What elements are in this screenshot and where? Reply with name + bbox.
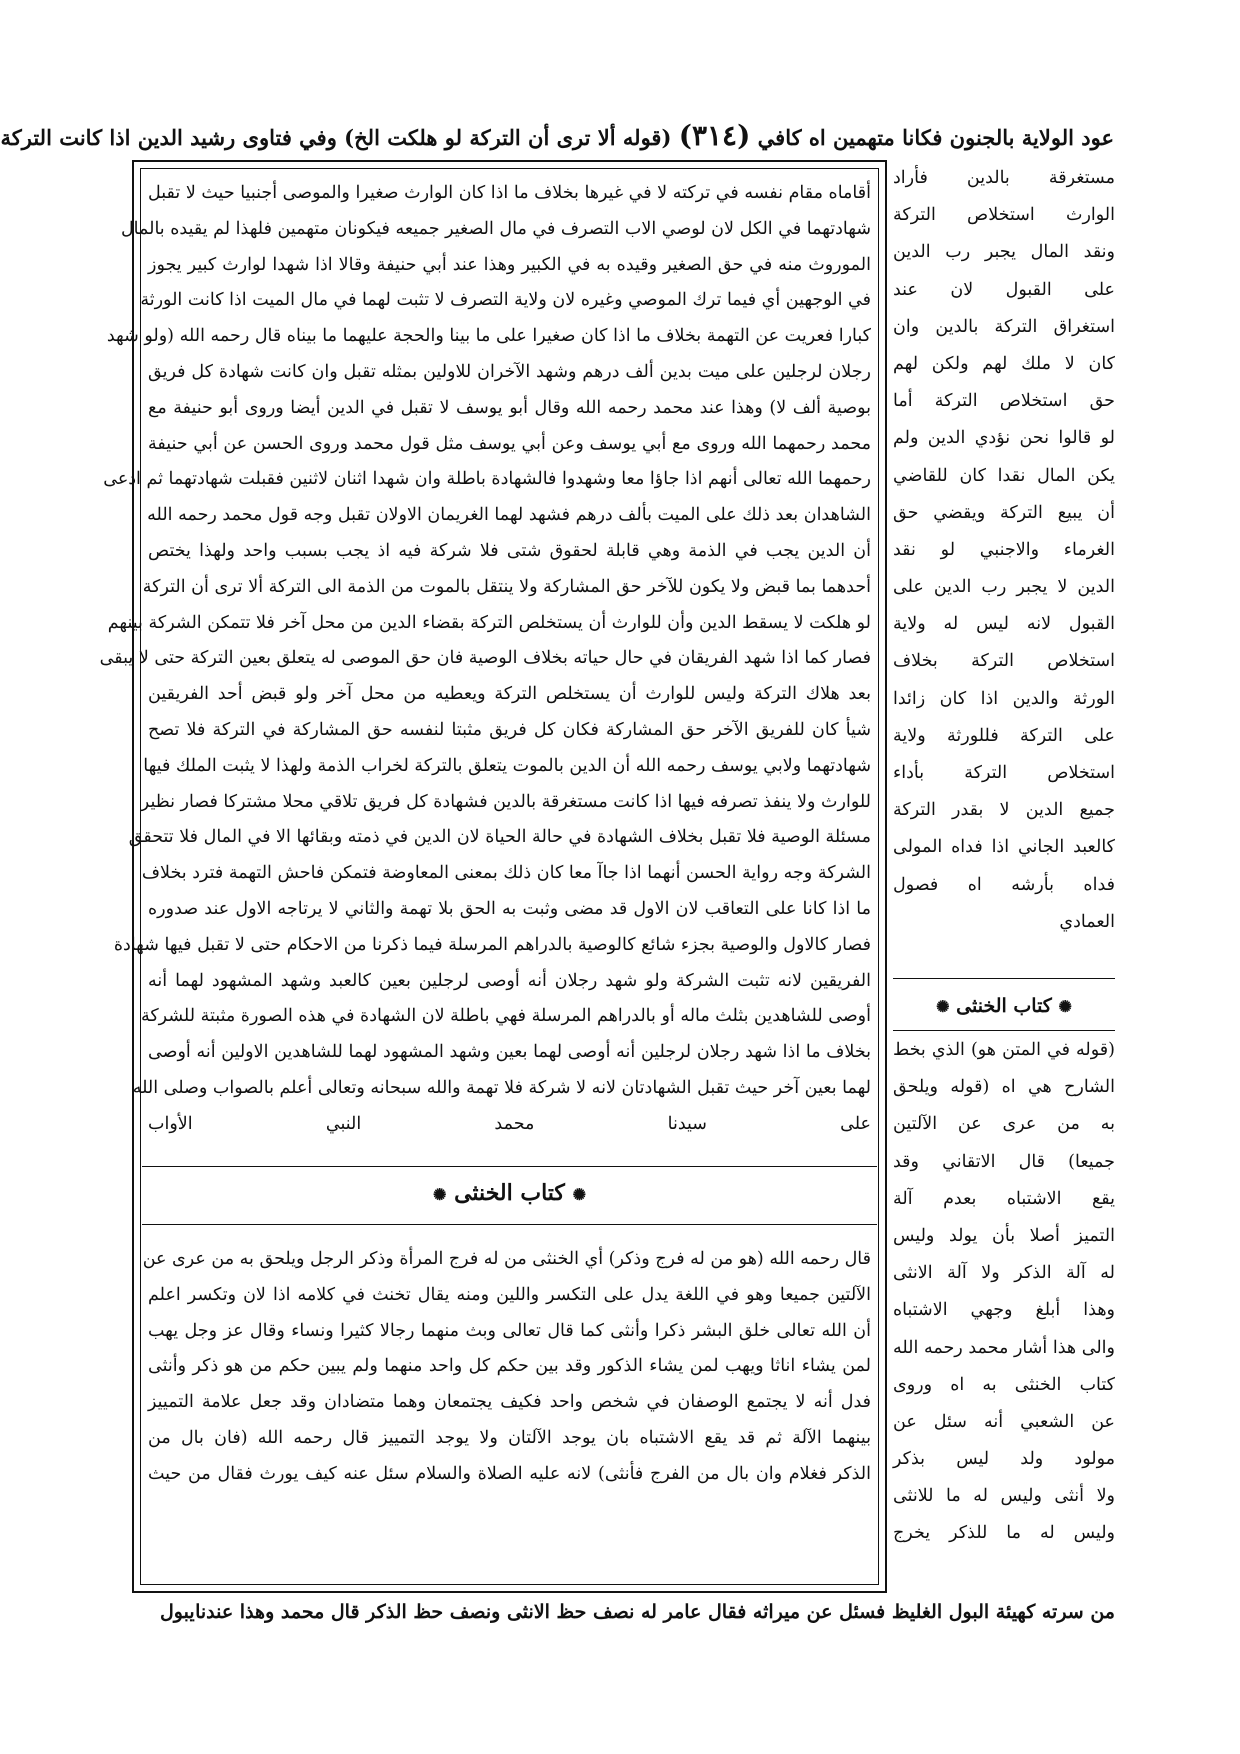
side-text-line: مولود ولد ليس بذكر (893, 1449, 1115, 1470)
main-text-line: شهادتهما ولابي يوسف رحمه الله أن الدين بالموت يتعلق بالتركة لخراب الذمة ولهذا لا يثبت الملك فيها (143, 755, 871, 776)
side-text-line: لو قالوا نحن نؤدي الدين ولم (893, 428, 1115, 449)
header-left-text: (قوله ألا ترى أن التركة لو هلكت الخ) وفي فتاوى رشيد الدين اذا كانت التركة (0, 125, 672, 150)
side-ornament-right-icon: ✺ (936, 997, 950, 1016)
main-text-line: الذكر فغلام وان بال من الفرج فأنثى) لانه عليه الصلاة والسلام سئل عنه كيف يورث فقال من حيث (148, 1463, 871, 1484)
side-text-line: كان لا ملك لهم ولكن لهم (893, 353, 1115, 374)
main-text-line: محمد رحمهما الله وروى مع أبي يوسف وعن أبي يوسف مثل قول محمد وروى الحسن عن أبي حنيفة (148, 433, 871, 454)
main-text-line: مسئلة الوصية فلا تقبل بخلاف الشهادة في حالة الحياة لان الدين في ذمته وبقائها الا في المال فلا تتحقق (128, 827, 871, 848)
side-text-line: ولا أنثى وليس له ما للانثى (893, 1486, 1115, 1507)
page-footer (150, 1594, 1115, 1630)
main-text-line: الشركة وجه رواية الحسن أنهما اذا جاآ معا كان ذلك بمعنى المعاوضة فتمكن فاحش التهمة فترد بخلاف (141, 863, 871, 884)
main-text-line: رجلان لرجلين على ميت بدين ألف درهم وشهد الآخران للاولين بمثله تقبل وان كانت شهادة كل فريق (148, 361, 871, 382)
side-text-line: كتاب الخنثى به اه وروى (893, 1374, 1115, 1395)
side-text-line: وليس له ما للذكر يخرج (893, 1523, 1115, 1544)
side-text-line: جميع الدين لا بقدر التركة (893, 800, 1115, 821)
main-text-line: أن الدين يجب في الذمة وهي قابلة لحقوق شتى فلا شركة فيه اذ يجب بسبب واحد ولهذا يختص (148, 540, 871, 561)
ornament-right-icon: ✺ (433, 1185, 447, 1204)
main-text-line: لمن يشاء اناثا ويهب لمن يشاء الذكور وقد بين حكم كل واحد منهما ولم يبين حكم من هو ذكر وأنثى (148, 1356, 871, 1377)
main-text-line: أن الله تعالى خلق البشر ذكرا وأنثى كما قال تعالى وبث منهما رجالا كثيرا ونساء وقال عز وجل يهب (148, 1320, 871, 1341)
marginal-commentary (893, 160, 1115, 1593)
side-text-line: التميز أصلا بأن يولد وليس (893, 1225, 1115, 1246)
main-text-box (99, 160, 887, 1593)
main-text-line: شيأ كان للفريق الآخر حق المشاركة فكان كل فريق مثبتا لنفسه حق المشاركة في التركة فلا تصح (148, 719, 871, 740)
main-text-line: أوصى للشاهدين بثلث ماله أو بالدراهم المرسلة فهي باطلة لان الشهادة في هذه الصورة مثبتة للشركة (140, 1006, 871, 1027)
ornament-left-icon: ✺ (572, 1185, 586, 1204)
side-text-line: استخلاص التركة بخلاف (893, 651, 1115, 672)
side-text-line: عن الشعبي أنه سئل عن (893, 1411, 1115, 1432)
side-text-line: أن يبيع التركة ويقضي حق (893, 502, 1115, 523)
side-text-line: استخلاص التركة بأداء (893, 763, 1115, 783)
side-text-line: الشارح هي اه (قوله ويلحق (893, 1077, 1115, 1098)
side-text-line: على القبول لان عند (893, 279, 1115, 300)
page-number: (٣١٤) (678, 119, 751, 152)
page-header (0, 116, 1114, 156)
side-ornament-left-icon: ✺ (1058, 997, 1072, 1016)
main-text-line: فدل أنه لا يجتمع الوصفان في شخص واحد فكيف يجتمعان وهما متضادان وقد جعل علامة التمييز (148, 1392, 871, 1413)
side-text-line: الوارث استخلاص التركة (893, 205, 1115, 226)
side-text-bottom (893, 1032, 1115, 1553)
main-text-line: الفريقين لانه تثبت الشركة ولو شهد رجلان أنه أوصى لرجلين بعين كالعبد وشهد المشهود لهما أنه (148, 970, 871, 991)
main-text-top (99, 176, 871, 1143)
main-text-line: بعد هلاك التركة وليس للوارث أن يستخلص التركة ويعطيه من محل آخر ولو قبض أحد الفريقين (148, 684, 871, 705)
main-separator-top (142, 1166, 877, 1167)
main-text-line: الآلتين جميعا وهو في اللغة يدل على التكسر واللين ومنه يقال تخنث في كلامه اذا لان وتكسر اعلم (148, 1284, 871, 1305)
catchword: يبول (160, 1601, 195, 1623)
side-text-line: الدين لا يجبر رب الدين على (893, 577, 1115, 598)
main-text-line: شهادتهما في الكل لان لوصي الاب التصرف في مال الصغير جميعه فيكونان متهمين فلهذا لم يقيده بالمال (120, 218, 871, 239)
side-text-line: الورثة والدين اذا كان زائدا (893, 688, 1115, 709)
side-chapter-title: ✺ كتاب الخنثى ✺ (936, 995, 1072, 1017)
side-separator-bottom (893, 1030, 1115, 1031)
footer-text: من سرته كهيئة البول الغليظ فسئل عن ميراثه فقال عامر له نصف حظ الانثى ونصف حظ الذكر قال محمد وهذا عندنا (195, 1601, 1115, 1623)
main-text-line: الموروث منه في حق الصغير وقيده به في الكبير وهذا عند أبي حنيفة وقالا اذا شهدا لوارث كبير يجوز (148, 254, 871, 275)
main-text-line: كبارا فعريت عن التهمة بخلاف ما اذا كان صغيرا على ما بينا والحجة عليهما ما بيناه قال رحمه الله (ولو شهد (106, 326, 871, 347)
main-text-line: لهما بعين آخر حيث تقبل الشهادتان لانه لا شركة فلا تهمة والله سبحانه وتعالى أعلم بالصواب وصلى الله (132, 1077, 871, 1098)
side-text-line: (قوله في المتن هو) الذي بخط (893, 1040, 1115, 1060)
main-text-line: قال رحمه الله (هو من له فرج وذكر) أي الخنثى من له فرج المرأة وذكر الرجل ويلحق به من عرى عن (142, 1249, 871, 1269)
side-text-line: استغراق التركة بالدين وان (893, 316, 1115, 337)
side-text-line: حق استخلاص التركة أما (893, 391, 1115, 412)
main-text-line: بينهما الآلة ثم قد يقع الاشتباه بان يوجد الآلتان ولا يوجد التمييز قال رحمه الله (فان بال من (148, 1427, 871, 1448)
main-text-line: على سيدنا محمد النبي الأواب (148, 1113, 871, 1134)
header-right-text: عود الولاية بالجنون فكانا متهمين اه كافي (757, 125, 1114, 150)
main-text-line: في الوجهين أي فيما ترك الموصي وغيره لان ولاية التصرف لا تثبت لهما في مال الميت اذا كانت الورثة (140, 290, 871, 311)
main-chapter-title: ✺ كتاب الخنثى ✺ (433, 1180, 586, 1206)
side-text-line: الغرماء والاجنبي لو نقد (893, 539, 1115, 560)
side-text-line: كالعبد الجاني اذا فداه المولى (893, 837, 1115, 858)
side-text-line: به من عرى عن الآلتين (893, 1114, 1115, 1135)
side-text-line: والى هذا أشار محمد رحمه الله (893, 1337, 1115, 1358)
main-text-line: لو هلكت لا يسقط الدين وأن للوارث أن يستخلص التركة بقضاء الدين من محل آخر فلا تتمكن الشركة بينهم (107, 612, 871, 633)
main-text-line: أقاماه مقام نفسه في تركته لا في غيرها بخلاف ما اذا كان الوارث صغيرا والموصى أجنبيا حيث لا تقبل (148, 183, 871, 203)
side-separator-top (893, 978, 1115, 979)
side-text-line: على التركة فللورثة ولاية (893, 725, 1115, 746)
main-text-line: رحمهما الله تعالى أنهم اذا جاؤا معا وشهدوا فالشهادة باطلة وان شهدا اثنان لاثنين فقبلت شهادتهما ثم ادعى (103, 469, 871, 490)
main-text-line: للوارث ولا ينفذ تصرفه فيها اذا كانت مستغرقة بالدين فشهادة كل فريق تلاقي محلا مشتركا فصار نظير (140, 791, 871, 812)
main-text-line: أحدهما بما قبض ولا يكون للآخر حق المشاركة ولا ينتقل بالموت من الذمة الى التركة ألا ترى أن التركة (142, 576, 871, 597)
side-text-line: يكن المال نقدا كان للقاضي (893, 465, 1115, 486)
side-text-line: جميعا) قال الاتقاني وقد (893, 1151, 1115, 1172)
side-text-line: مستغرقة بالدين فأراد (893, 168, 1115, 188)
main-text-line: بوصية ألف لا) وهذا عند محمد رحمه الله وقال أبو يوسف لا تقبل في الدين أيضا وروى أبو حنيفة مع (148, 397, 871, 418)
main-text-line: ما اذا كانا على التعاقب لان الاول قد مضى وثبت به الحق بلا تهمة والثاني لا يرتاجه الاول عند صدوره (148, 898, 871, 919)
side-text-top (893, 160, 1115, 941)
side-text-line: وهذا أبلغ وجهي الاشتباه (893, 1300, 1115, 1321)
side-text-line: له آلة الذكر ولا آلة الانثى (893, 1263, 1115, 1284)
main-text-line: فصار كالاول والوصية بجزء شائع كالوصية بالدراهم المرسلة فيما ذكرنا من الاحكام حتى لا تقبل فيها شهادة (113, 934, 871, 955)
side-text-line: يقع الاشتباه بعدم آلة (893, 1188, 1115, 1209)
main-text-bottom (142, 1242, 871, 1493)
main-text-line: فصار كما اذا شهد الفريقان في حال حياته بخلاف الوصية فان حق الموصى له يتعلق بعين التركة حتى لا يبقى (99, 648, 871, 669)
side-text-line: ونقد المال يجبر رب الدين (893, 242, 1115, 263)
side-text-line: فداه بأرشه اه فصول (893, 874, 1115, 895)
side-text-line: القبول لانه ليس له ولاية (893, 614, 1115, 635)
main-text-line: الشاهدان بعد ذلك على الميت بألف درهم فشهد لهما الغريمان الاولان تقبل وجه قول محمد رحمه الله (147, 505, 871, 526)
side-text-line: العمادي (1059, 911, 1115, 932)
main-separator-bottom (142, 1224, 877, 1225)
main-text-line: بخلاف ما اذا شهد رجلان لرجلين أنه أوصى لهما بعين وشهد المشهود لهما للشاهدين الاولين أنه أوصى (148, 1042, 871, 1063)
